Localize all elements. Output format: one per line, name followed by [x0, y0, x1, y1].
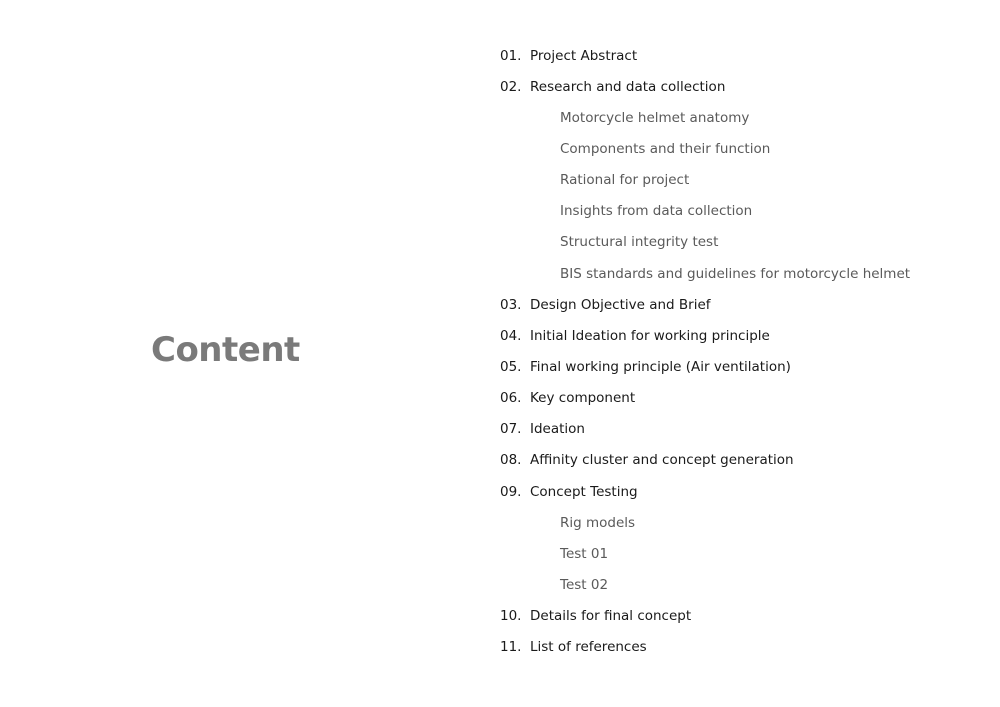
toc-item-number: 07.	[500, 421, 522, 438]
toc-subitem-label: Structural integrity test	[560, 234, 719, 251]
toc-subitem-label: Rig models	[560, 514, 636, 531]
toc-subitem-label: Components and their function	[560, 140, 771, 157]
toc-subitem-label: Test 01	[560, 545, 609, 562]
toc-item-number: 08.	[500, 452, 522, 469]
toc-item-number: 09.	[500, 483, 522, 500]
toc-item-number: 04.	[500, 327, 522, 344]
toc-item-ideation[interactable]	[500, 414, 910, 445]
toc-item-label: Design Objective and Brief	[530, 296, 711, 313]
toc-item-label: Details for final concept	[530, 608, 692, 625]
toc-item-number: 11.	[500, 639, 522, 656]
toc-item-research[interactable]	[500, 71, 910, 102]
toc-subitem-structural-test[interactable]	[500, 227, 910, 258]
toc-item-affinity-cluster[interactable]	[500, 445, 910, 476]
toc-item-design-objective[interactable]	[500, 289, 910, 320]
toc-subitem-label: Motorcycle helmet anatomy	[560, 109, 750, 126]
toc-item-number: 10.	[500, 608, 522, 625]
toc-subitem-label: Insights from data collection	[560, 203, 753, 220]
toc-subitem-test-02[interactable]	[500, 569, 910, 600]
table-of-contents	[500, 40, 910, 663]
toc-subitem-helmet-anatomy[interactable]	[500, 102, 910, 133]
toc-subitem-label: BIS standards and guidelines for motorcycle helmet	[560, 265, 911, 282]
toc-item-key-component[interactable]	[500, 383, 910, 414]
toc-item-number: 03.	[500, 296, 522, 313]
toc-item-label: Ideation	[530, 421, 585, 438]
toc-subitem-test-01[interactable]	[500, 538, 910, 569]
toc-subitem-label: Test 02	[560, 576, 609, 593]
toc-subitem-rig-models[interactable]	[500, 507, 910, 538]
toc-item-project-abstract[interactable]	[500, 40, 910, 71]
toc-item-label: List of references	[530, 639, 647, 656]
toc-item-label: Affinity cluster and concept generation	[530, 452, 794, 469]
toc-item-final-concept-details[interactable]	[500, 601, 910, 632]
toc-item-label: Key component	[530, 390, 636, 407]
toc-item-label: Final working principle (Air ventilation)	[530, 358, 791, 375]
toc-subitem-rational[interactable]	[500, 165, 910, 196]
toc-subitem-label: Rational for project	[560, 172, 690, 189]
toc-item-label: Concept Testing	[530, 483, 638, 500]
toc-item-number: 02.	[500, 78, 522, 95]
toc-item-number: 06.	[500, 390, 522, 407]
toc-item-number: 01.	[500, 47, 522, 64]
page-title: Content	[151, 330, 300, 370]
toc-item-concept-testing[interactable]	[500, 476, 910, 507]
toc-subitem-components[interactable]	[500, 133, 910, 164]
toc-item-initial-ideation[interactable]	[500, 320, 910, 351]
toc-item-label: Project Abstract	[530, 47, 638, 64]
toc-item-number: 05.	[500, 358, 522, 375]
toc-item-label: Research and data collection	[530, 78, 726, 95]
toc-item-references[interactable]	[500, 632, 910, 663]
toc-subitem-bis-standards[interactable]	[500, 258, 910, 289]
toc-item-label: Initial Ideation for working principle	[530, 327, 770, 344]
toc-subitem-insights[interactable]	[500, 196, 910, 227]
toc-item-final-working-principle[interactable]	[500, 351, 910, 382]
